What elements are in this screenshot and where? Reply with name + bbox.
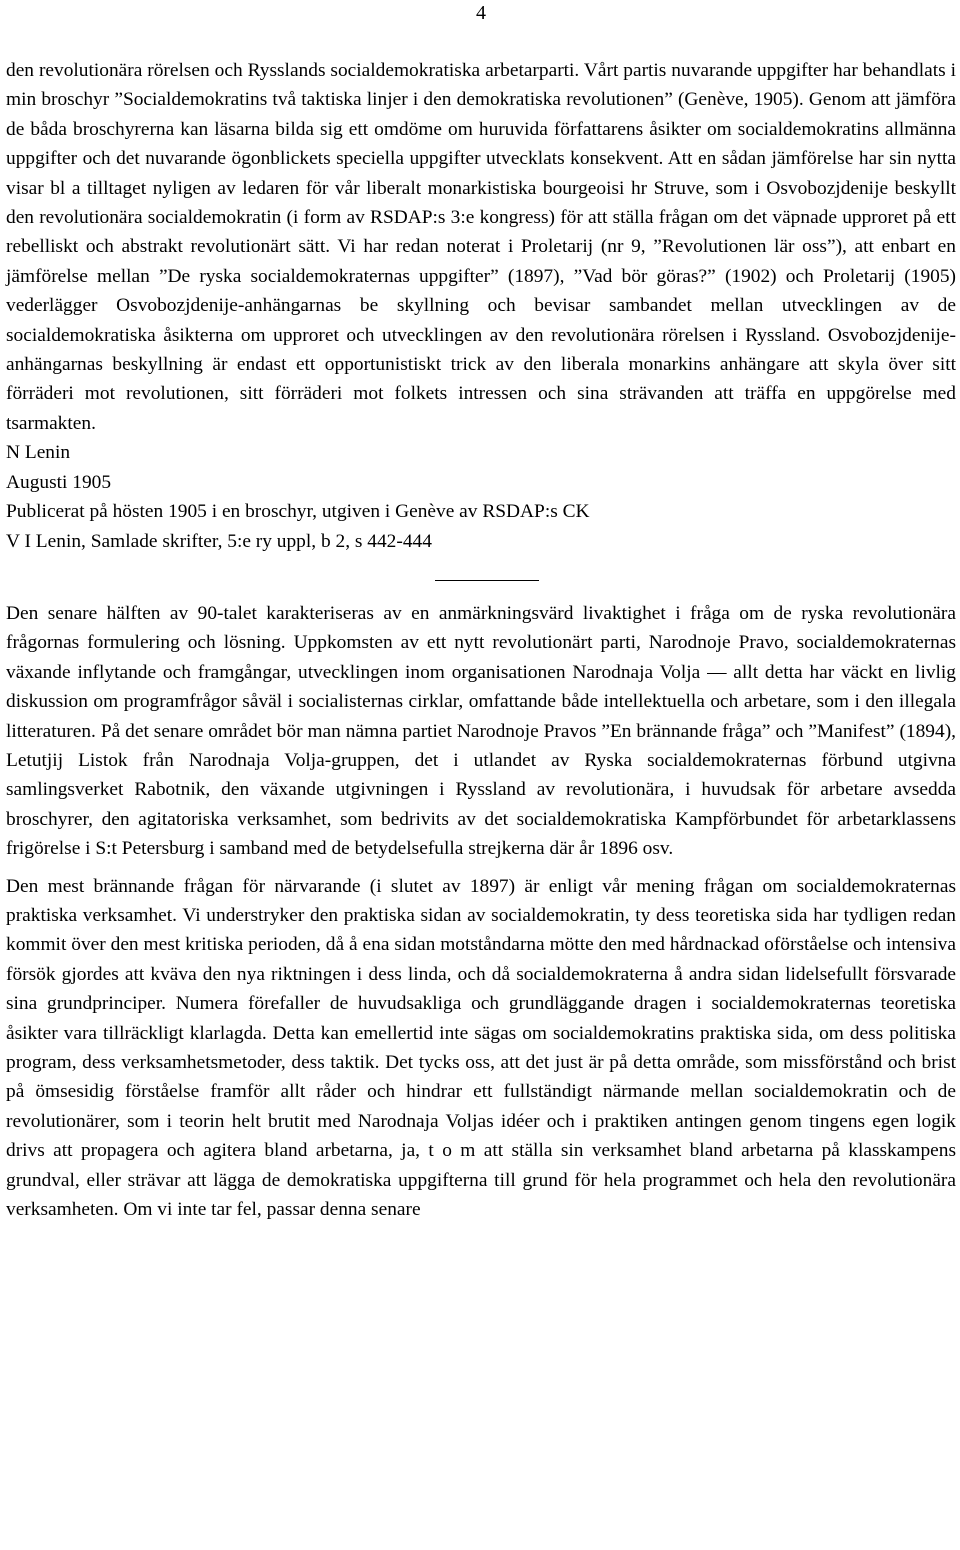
- document-body: [6, 56, 956, 1224]
- section-separator: [435, 580, 539, 581]
- signature-date: Augusti 1905: [6, 471, 112, 493]
- paragraph-practical-question: Den mest brännande frågan för närvarande (i slutet av 1897) är enligt vår mening frågan om socialdemokraternas praktiska verksamhet. Vi understryker den praktiska sidan av socialdemokratin, ty dess teoretiska sida har tydligen redan kommit över den mest kritiska perioden, då å ena sidan motståndarna mötte den med hårdnackad oförståelse och intensiva försök gjordes att kväva den nya riktningen i dess linda, och då socialdemokraterna å andra sidan lidelsefullt försvarade sina grundprinciper. Numera förefaller de huvudsakliga och grundläggande dragen i socialdemokraternas teoretiska åsikter vara tillräckligt klarlagda. Detta kan emellertid inte sägas om socialdemokratins praktiska sida, om dess politiska program, dess verksamhetsmetoder, dess taktik. Det tycks oss, att det just är på detta område, som missförstånd och brist på ömsesidig förståelse framför allt råder och hindrar ett fullständigt närmande mellan socialdemokratin och de revolutionärer, som i teorin helt brutit med Narodnaja Voljas idéer och i praktiken antingen genom tingens egen logik drivs att propagera och agitera bland arbetarna, ja, t o m att ställa sin verksamhet bland arbetarna på klasskampens grundval, eller strävar att lägga de demokratiska uppgifterna till grund för hela programmet och hela den revolutionära verksamheten. Om vi inte tar fel, passar denna senare: [6, 875, 956, 1221]
- publication-note: Publicerat på hösten 1905 i en broschyr, utgiven i Genève av RSDAP:s CK: [6, 501, 590, 523]
- paragraph-90s: Den senare hälften av 90-talet karakteriseras av en anmärkningsvärd livaktighet i fråga om de ryska revolutionära frågornas formulering och lösning. Uppkomsten av ett nytt revolutionärt parti, Narodnoje Pravo, socialdemokraternas växande inflytande och framgångar, utvecklingen inom organisationen Narodnaja Volja — allt detta har väckt en livlig diskussion om programfrågor såväl i socialisternas cirklar, omfattande både intellektuella och arbetare, som i den illegala litteraturen. På det senare området bör man nämna partiet Narodnoje Pravos ”En brännande fråga” och ”Manifest” (1894), Letutjij Listok från Narodnaja Volja-gruppen, det i utlandet av Ryska socialdemokraternas förbund utgivna samlingsverket Rabotnik, den växande utgivningen i Ryssland av revolutionära, i huvudsak för arbetare avsedda broschyrer, den agitatoriska verksamhet, som bedrivits av det socialdemokratiska Kampförbundet för arbetarklassens frigörelse i S:t Petersburg i samband med de betydelsefulla strejkerna där år 1896 osv.: [6, 602, 956, 860]
- source-reference: V I Lenin, Samlade skrifter, 5:e ry uppl, b 2, s 442-444: [6, 530, 432, 552]
- page-number: 4: [476, 2, 486, 24]
- paragraph-intro: den revolutionära rörelsen och Rysslands socialdemokratiska arbetarparti. Vårt partis nuvarande uppgifter har behandlats i min broschyr ”Socialdemokratins två taktiska linjer i den demokratiska revolutionen” (Genève, 1905). Genom att jämföra de båda broschyrerna kan läsarna bilda sig ett omdöme om huruvida författarens åsikter om socialdemokratins allmänna uppgifter och det nuvarande ögonblickets speciella uppgifter utvecklats konsekvent. Att en sådan jämförelse har sin nytta visar bl a tilltaget nyligen av ledaren för vår liberalt monarkistiska bourgeoisi hr Struve, som i Osvobozjdenije beskyllt den revolutionära socialdemokratin (i form av RSDAP:s 3:e kongress) för att ställa frågan om det väpnade upproret på ett rebelliskt och abstrakt revolutionärt sätt. Vi har redan noterat i Proletarij (nr 9, ”Revolutionen lär oss”), att enbart en jämförelse mellan ”De ryska socialdemokraternas uppgifter” (1897), ”Vad bör göras?” (1902) och Proletarij (1905) vederlägger Osvobozjdenije-anhängarnas be skyllning och bevisar sambandet mellan utvecklingen av de socialdemokratiska åsikterna om upproret och utvecklingen av den revolutionära rörelsen i Ryssland. Osvobozjdenije-anhängarnas beskyllning är endast ett opportunistiskt trick av den liberala monarkins anhängare att skyla över sitt förräderi mot revolutionen, sitt förräderi mot folkets intressen och sina strävanden att träffa en uppgörelse med tsarmakten.: [6, 60, 956, 434]
- signature-name: N Lenin: [6, 442, 71, 464]
